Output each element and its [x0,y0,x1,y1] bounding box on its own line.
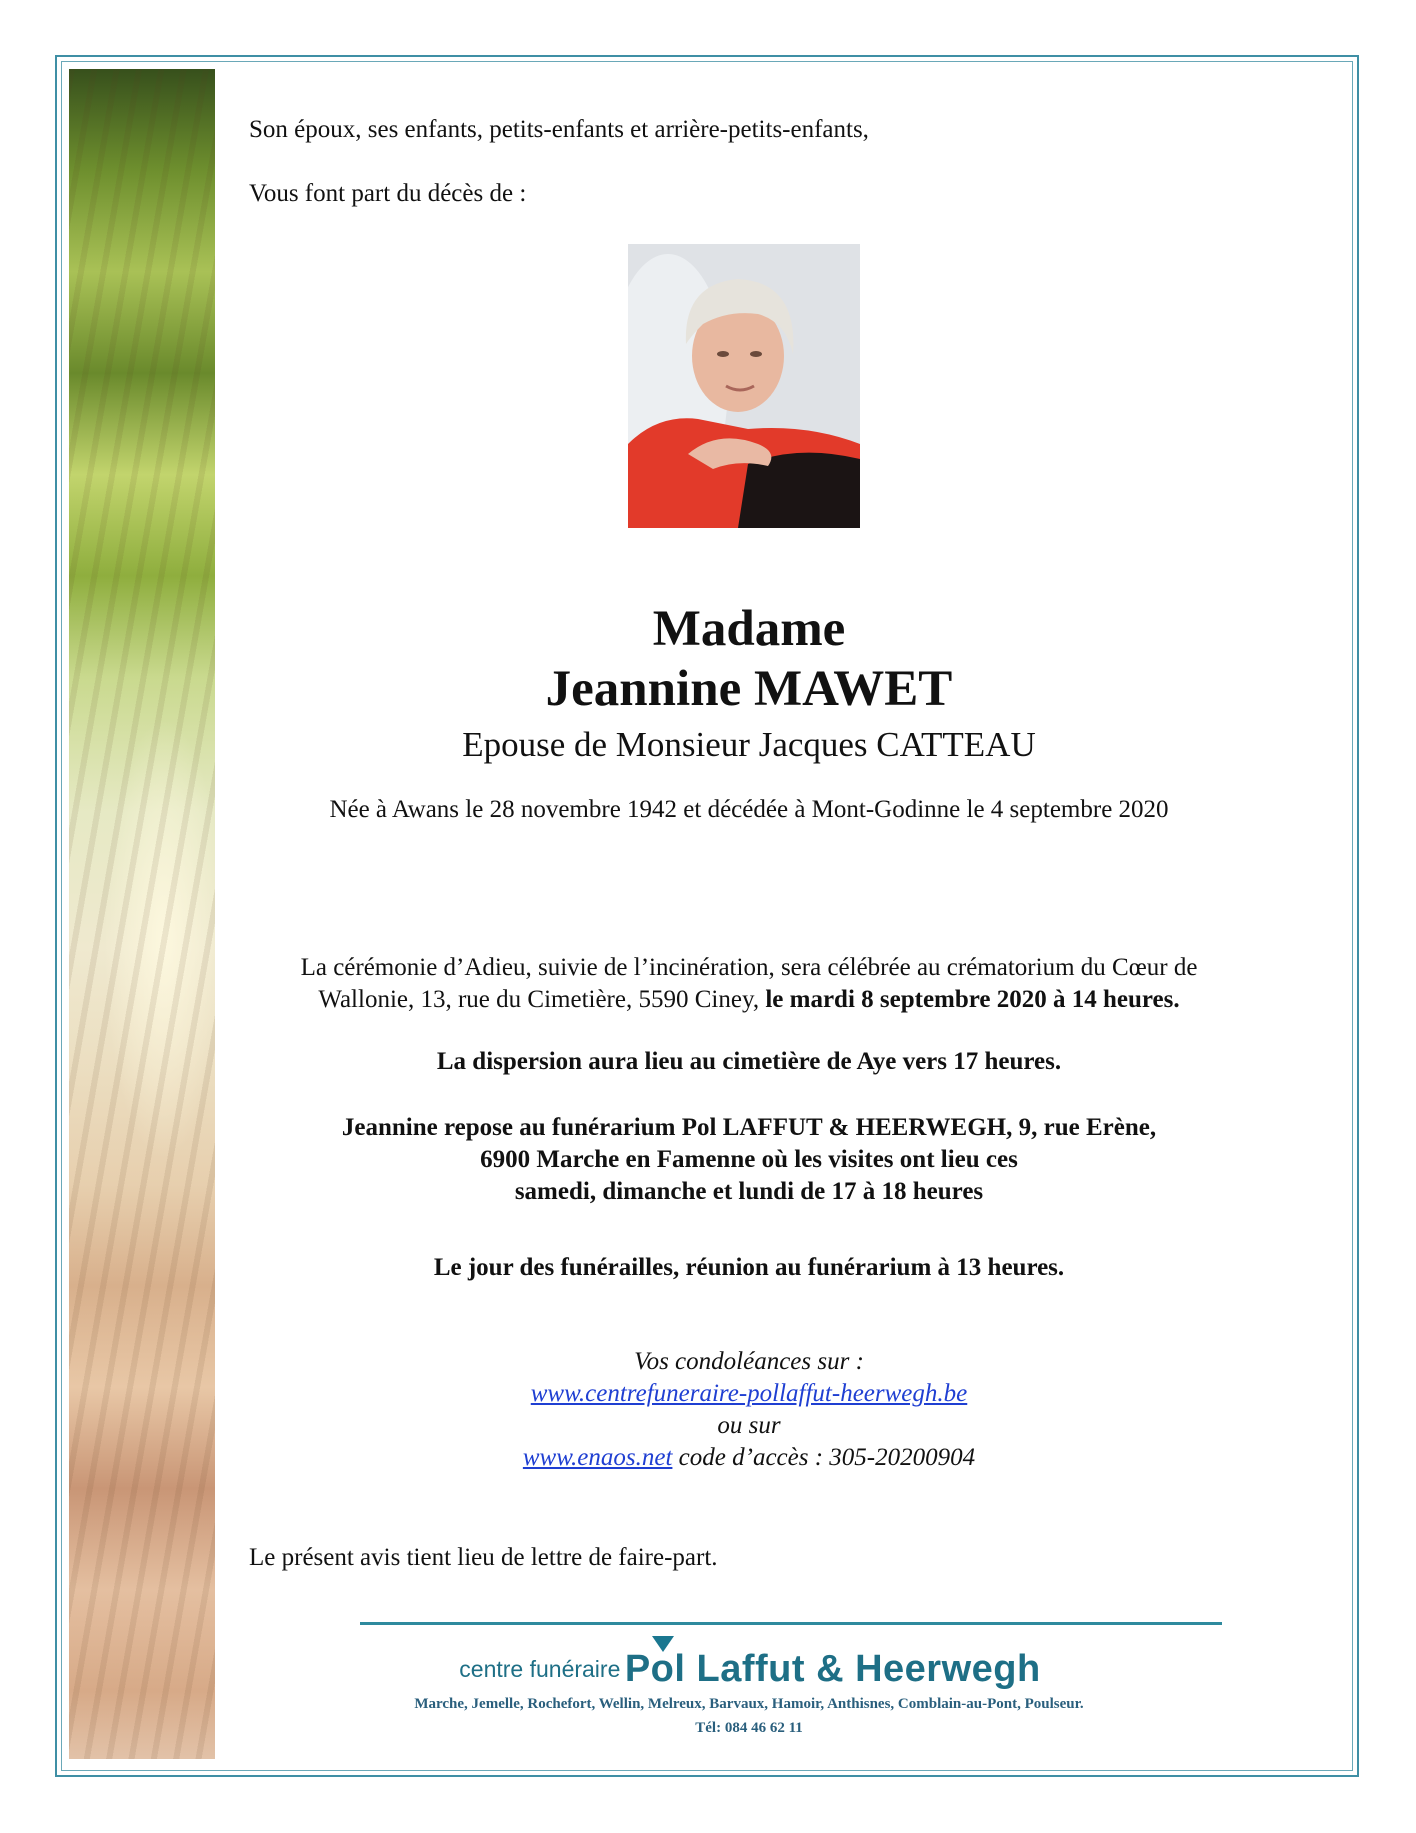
ceremony-line-1: La cérémonie d’Adieu, suivie de l’incinération, sera célébrée au crématorium du Cœur de [300,954,1198,981]
footer-cities: Marche, Jemelle, Rochefort, Wellin, Melreux, Barvaux, Hamoir, Anthisnes, Comblain-au-Pont, Poulseur. [414,1696,1084,1712]
ceremony-location: Wallonie, 13, rue du Cimetière, 5590 Ciney, [318,986,766,1013]
visits-line-2: 6900 Marche en Famenne où les visites ont lieu ces [480,1146,1018,1173]
condolences-link-2[interactable]: www.enaos.net [522,1444,673,1471]
visits-line-1: Jeannine repose au funérarium Pol LAFFUT & HEERWEGH, 9, rue Erène, [341,1114,1157,1141]
access-code: code d’accès : 305-20200904 [672,1444,976,1471]
birth-death-dates: Née à Awans le 28 novembre 1942 et décédée à Mont-Godinne le 4 septembre 2020 [329,796,1169,823]
footer-divider [360,1622,1222,1625]
condolences-link-2-row [249,1442,1249,1474]
ceremony-datetime: le mardi 8 septembre 2020 à 14 heures. [765,986,1180,1013]
condolences-or: ou sur [717,1412,781,1439]
deceased-portrait-photo [628,244,860,528]
family-intro: Son époux, ses enfants, petits-enfants et arrière-petits-enfants, [249,116,869,143]
forest-path-image-strip [69,69,215,1759]
funeral-day-text: Le jour des funérailles, réunion au funérarium à 13 heures. [433,1254,1065,1281]
deceased-title: Madame [652,601,846,657]
visits-line-3: samedi, dimanche et lundi de 17 à 18 heures [514,1178,984,1205]
spouse-line: Epouse de Monsieur Jacques CATTEAU [462,725,1036,764]
footer-brand [300,1648,1200,1691]
ceremony-line-2 [249,984,1249,1016]
announce-text: Vous font part du décès de : [249,180,527,207]
footer-brand-name: Pol Laffut & Heerwegh [624,1648,1041,1690]
footer-telephone: Tél: 084 46 62 11 [695,1720,803,1736]
condolences-link-1-row [249,1378,1249,1410]
footer-label: centre funéraire [459,1656,621,1682]
dispersion-text: La dispersion aura lieu au cimetière de Aye vers 17 heures. [436,1048,1062,1075]
notice-text: Le présent avis tient lieu de lettre de faire-part. [249,1544,718,1571]
condolences-link-1[interactable]: www.centrefuneraire-pollaffut-heerwegh.be [530,1380,968,1407]
deceased-name: Jeannine MAWET [545,661,953,717]
condolences-intro: Vos condoléances sur : [634,1348,864,1375]
